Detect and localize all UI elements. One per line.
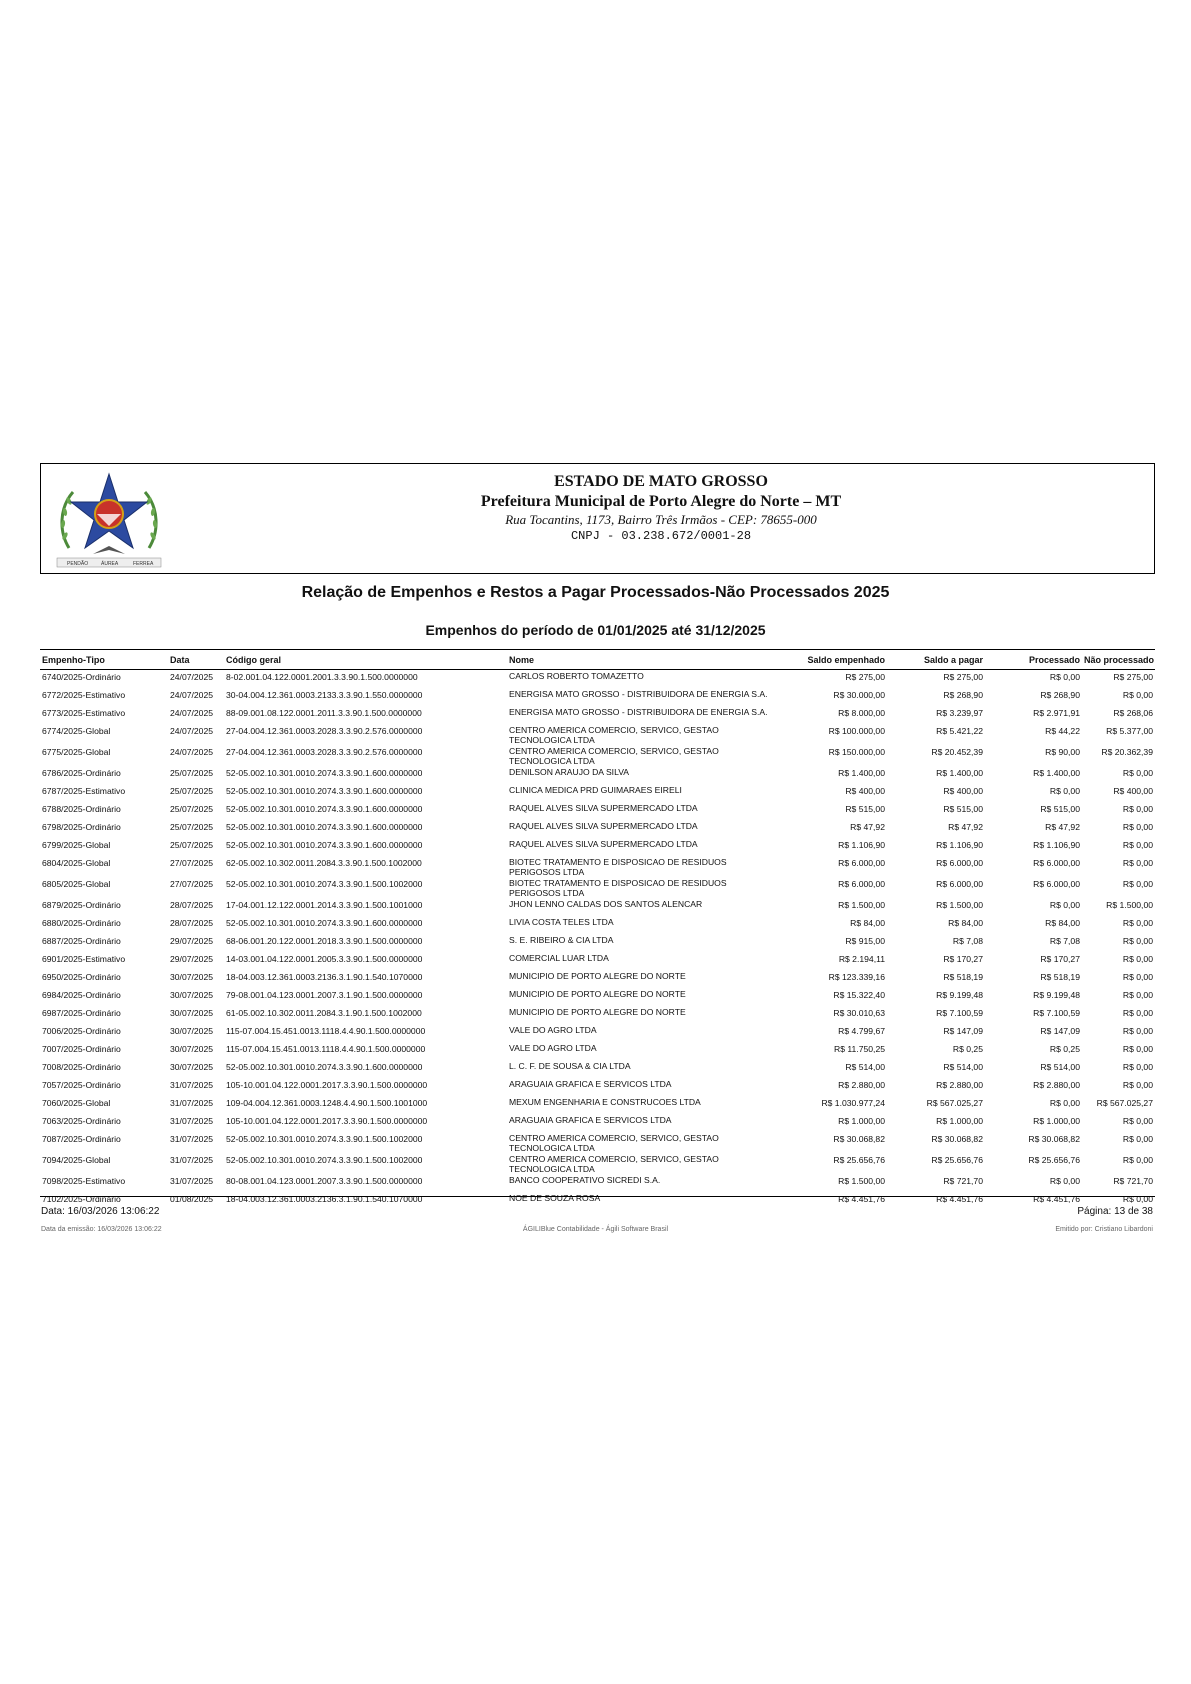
nao-processado-cell: R$ 1.500,00 (1106, 900, 1153, 910)
nao-processado-cell: R$ 0,00 (1122, 804, 1153, 814)
empenho-tipo-cell: 7102/2025-Ordinário (42, 1194, 121, 1204)
nome-cell: LIVIA COSTA TELES LTDA (509, 917, 614, 927)
data-cell: 30/07/2025 (170, 972, 214, 982)
processado-cell: R$ 44,22 (1045, 726, 1080, 736)
column-header: Saldo a pagar (887, 650, 985, 670)
processado-cell: R$ 0,25 (1049, 1044, 1080, 1054)
data-cell: 25/07/2025 (170, 822, 214, 832)
nome-cell: BIOTEC TRATAMENTO E DISPOSICAO DE RESIDUOS PERIGOSOS LTDA (509, 857, 727, 877)
nao-processado-cell: R$ 0,00 (1122, 690, 1153, 700)
data-cell: 25/07/2025 (170, 840, 214, 850)
codigo-geral-cell: 30-04.004.12.361.0003.2133.3.3.90.1.550.0000000 (226, 690, 423, 700)
saldo-empenhado-cell: R$ 1.400,00 (838, 768, 885, 778)
saldo-a-pagar-cell: R$ 1.400,00 (936, 768, 983, 778)
empenho-tipo-cell: 7087/2025-Ordinário (42, 1134, 121, 1144)
table-row (40, 745, 1155, 766)
saldo-a-pagar-cell: R$ 275,00 (943, 672, 983, 682)
data-cell: 31/07/2025 (170, 1098, 214, 1108)
processado-cell: R$ 90,00 (1045, 747, 1080, 757)
nome-cell: ARAGUAIA GRAFICA E SERVICOS LTDA (509, 1079, 672, 1089)
processado-cell: R$ 0,00 (1049, 672, 1080, 682)
nao-processado-cell: R$ 0,00 (1122, 1062, 1153, 1072)
processado-cell: R$ 515,00 (1040, 804, 1080, 814)
nome-cell: CENTRO AMERICA COMERCIO, SERVICO, GESTAO TECNOLOGICA LTDA (509, 1133, 719, 1153)
saldo-empenhado-cell: R$ 11.750,25 (834, 1044, 885, 1054)
table-row (40, 1078, 1155, 1096)
table-row (40, 1096, 1155, 1114)
nao-processado-cell: R$ 0,00 (1122, 918, 1153, 928)
report-title: Relação de Empenhos e Restos a Pagar Processados-Não Processados 2025 (301, 584, 890, 601)
nao-processado-cell: R$ 0,00 (1122, 990, 1153, 1000)
saldo-a-pagar-cell: R$ 3.239,97 (936, 708, 983, 718)
data-cell: 30/07/2025 (170, 990, 214, 1000)
nao-processado-cell: R$ 0,00 (1122, 879, 1153, 889)
empenho-tipo-cell: 6740/2025-Ordinário (42, 672, 121, 682)
table-row (40, 1192, 1155, 1210)
saldo-a-pagar-cell: R$ 2.880,00 (936, 1080, 983, 1090)
codigo-geral-cell: 27-04.004.12.361.0003.2028.3.3.90.2.576.0000000 (226, 726, 423, 736)
nome-cell: MUNICIPIO DE PORTO ALEGRE DO NORTE (509, 1007, 686, 1017)
empenho-tipo-cell: 6950/2025-Ordinário (42, 972, 121, 982)
nao-processado-cell: R$ 0,00 (1122, 1194, 1153, 1204)
empenho-tipo-cell: 7057/2025-Ordinário (42, 1080, 121, 1090)
processado-cell: R$ 514,00 (1040, 1062, 1080, 1072)
processado-cell: R$ 6.000,00 (1033, 858, 1080, 868)
table-row (40, 1060, 1155, 1078)
empenho-tipo-cell: 7007/2025-Ordinário (42, 1044, 121, 1054)
saldo-a-pagar-cell: R$ 518,19 (943, 972, 983, 982)
nome-cell: CENTRO AMERICA COMERCIO, SERVICO, GESTAO TECNOLOGICA LTDA (509, 725, 719, 745)
saldo-empenhado-cell: R$ 4.799,67 (838, 1026, 885, 1036)
saldo-empenhado-cell: R$ 6.000,00 (838, 879, 885, 889)
issued-by: Emitido por: Cristiano Libardoni (1055, 1226, 1153, 1233)
saldo-empenhado-cell: R$ 1.500,00 (838, 900, 885, 910)
codigo-geral-cell: 115-07.004.15.451.0013.1118.4.4.90.1.500.0000000 (226, 1044, 426, 1054)
nome-cell: JHON LENNO CALDAS DOS SANTOS ALENCAR (509, 899, 703, 909)
codigo-geral-cell: 109-04.004.12.361.0003.1248.4.4.90.1.500.1001000 (226, 1098, 428, 1108)
processado-cell: R$ 268,90 (1040, 690, 1080, 700)
data-cell: 25/07/2025 (170, 804, 214, 814)
data-cell: 27/07/2025 (170, 879, 214, 889)
nome-cell: VALE DO AGRO LTDA (509, 1025, 597, 1035)
table-row (40, 724, 1155, 745)
column-header: Empenho-Tipo (40, 650, 168, 670)
table-row (40, 802, 1155, 820)
saldo-empenhado-cell: R$ 2.194,11 (838, 954, 885, 964)
saldo-a-pagar-cell: R$ 268,90 (943, 690, 983, 700)
nome-cell: MUNICIPIO DE PORTO ALEGRE DO NORTE (509, 971, 686, 981)
empenho-tipo-cell: 6772/2025-Estimativo (42, 690, 126, 700)
saldo-a-pagar-cell: R$ 7.100,59 (936, 1008, 983, 1018)
saldo-empenhado-cell: R$ 4.451,76 (838, 1194, 885, 1204)
table-row (40, 988, 1155, 1006)
processado-cell: R$ 0,00 (1049, 1176, 1080, 1186)
saldo-empenhado-cell: R$ 15.322,40 (833, 990, 885, 1000)
data-cell: 31/07/2025 (170, 1116, 214, 1126)
saldo-a-pagar-cell: R$ 567.025,27 (926, 1098, 983, 1108)
table-row (40, 766, 1155, 784)
saldo-empenhado-cell: R$ 8.000,00 (838, 708, 885, 718)
empenho-tipo-cell: 6987/2025-Ordinário (42, 1008, 121, 1018)
processado-cell: R$ 2.880,00 (1033, 1080, 1080, 1090)
saldo-empenhado-cell: R$ 1.106,90 (838, 840, 885, 850)
processado-cell: R$ 84,00 (1045, 918, 1080, 928)
saldo-a-pagar-cell: R$ 515,00 (943, 804, 983, 814)
codigo-geral-cell: 52-05.002.10.301.0010.2074.3.3.90.1.500.1002000 (226, 1155, 423, 1165)
codigo-geral-cell: 18-04.003.12.361.0003.2136.3.1.90.1.540.1070000 (226, 972, 423, 982)
svg-text:FERREA: FERREA (133, 561, 154, 567)
data-cell: 24/07/2025 (170, 726, 214, 736)
saldo-a-pagar-cell: R$ 6.000,00 (936, 879, 983, 889)
table-row (40, 838, 1155, 856)
empenho-tipo-cell: 7060/2025-Global (42, 1098, 111, 1108)
nome-cell: L. C. F. DE SOUSA & CIA LTDA (509, 1061, 631, 1071)
prefeitura-address: Rua Tocantins, 1173, Bairro Três Irmãos - CEP: 78655-000 (505, 512, 817, 527)
empenho-tipo-cell: 7006/2025-Ordinário (42, 1026, 121, 1036)
nao-processado-cell: R$ 275,00 (1113, 672, 1153, 682)
data-cell: 24/07/2025 (170, 708, 214, 718)
nao-processado-cell: R$ 5.377,00 (1106, 726, 1153, 736)
nao-processado-cell: R$ 268,06 (1113, 708, 1153, 718)
empenho-tipo-cell: 6984/2025-Ordinário (42, 990, 121, 1000)
nao-processado-cell: R$ 400,00 (1113, 786, 1153, 796)
state-name: ESTADO DE MATO GROSSO (554, 473, 768, 490)
report-subtitle: Empenhos do período de 01/01/2025 até 31/12/2025 (425, 622, 766, 638)
nao-processado-cell: R$ 0,00 (1122, 972, 1153, 982)
nome-cell: CENTRO AMERICA COMERCIO, SERVICO, GESTAO TECNOLOGICA LTDA (509, 1154, 719, 1174)
nome-cell: MEXUM ENGENHARIA E CONSTRUCOES LTDA (509, 1097, 701, 1107)
table-row (40, 820, 1155, 838)
table-row (40, 706, 1155, 724)
svg-text:PENDÃO: PENDÃO (67, 561, 89, 567)
saldo-empenhado-cell: R$ 47,92 (850, 822, 885, 832)
nome-cell: RAQUEL ALVES SILVA SUPERMERCADO LTDA (509, 839, 698, 849)
codigo-geral-cell: 52-05.002.10.301.0010.2074.3.3.90.1.600.0000000 (226, 840, 423, 850)
codigo-geral-cell: 52-05.002.10.301.0010.2074.3.3.90.1.500.1002000 (226, 879, 423, 889)
codigo-geral-cell: 14-03.001.04.122.0001.2005.3.3.90.1.500.0000000 (226, 954, 423, 964)
table-row (40, 1114, 1155, 1132)
nome-cell: CLINICA MEDICA PRD GUIMARAES EIRELI (509, 785, 682, 795)
saldo-empenhado-cell: R$ 25.656,76 (833, 1155, 885, 1165)
codigo-geral-cell: 17-04.001.12.122.0001.2014.3.3.90.1.500.1001000 (226, 900, 423, 910)
empenho-tipo-cell: 7098/2025-Estimativo (42, 1176, 126, 1186)
saldo-empenhado-cell: R$ 1.500,00 (838, 1176, 885, 1186)
processado-cell: R$ 0,00 (1049, 1098, 1080, 1108)
table-row (40, 916, 1155, 934)
processado-cell: R$ 147,09 (1040, 1026, 1080, 1036)
table-row (40, 688, 1155, 706)
processado-cell: R$ 0,00 (1049, 900, 1080, 910)
table-row (40, 952, 1155, 970)
nome-cell: MUNICIPIO DE PORTO ALEGRE DO NORTE (509, 989, 686, 999)
table-header-row (40, 650, 1155, 670)
codigo-geral-cell: 52-05.002.10.301.0010.2074.3.3.90.1.600.0000000 (226, 822, 423, 832)
table-row (40, 670, 1155, 689)
saldo-a-pagar-cell: R$ 721,70 (943, 1176, 983, 1186)
saldo-a-pagar-cell: R$ 25.656,76 (931, 1155, 983, 1165)
nome-cell: CARLOS ROBERTO TOMAZETTO (509, 671, 644, 681)
data-cell: 24/07/2025 (170, 747, 214, 757)
processado-cell: R$ 7,08 (1049, 936, 1080, 946)
nao-processado-cell: R$ 0,00 (1122, 1080, 1153, 1090)
table-row (40, 856, 1155, 877)
nome-cell: BIOTEC TRATAMENTO E DISPOSICAO DE RESIDUOS PERIGOSOS LTDA (509, 878, 727, 898)
empenho-tipo-cell: 6799/2025-Global (42, 840, 111, 850)
empenho-tipo-cell: 6879/2025-Ordinário (42, 900, 121, 910)
letterhead-text (421, 472, 901, 544)
empenho-tipo-cell: 6805/2025-Global (42, 879, 111, 889)
column-header: Processado (985, 650, 1082, 670)
table-row (40, 970, 1155, 988)
nao-processado-cell: R$ 0,00 (1122, 1026, 1153, 1036)
municipal-crest-logo (53, 470, 165, 568)
table-row (40, 877, 1155, 898)
processado-cell: R$ 9.199,48 (1033, 990, 1080, 1000)
saldo-a-pagar-cell: R$ 7,08 (952, 936, 983, 946)
codigo-geral-cell: 61-05.002.10.302.0011.2084.3.1.90.1.500.1002000 (226, 1008, 422, 1018)
column-header: Data (168, 650, 224, 670)
saldo-a-pagar-cell: R$ 20.452,39 (931, 747, 983, 757)
empenho-tipo-cell: 6786/2025-Ordinário (42, 768, 121, 778)
saldo-empenhado-cell: R$ 1.000,00 (838, 1116, 885, 1126)
empenho-tipo-cell: 7094/2025-Global (42, 1155, 111, 1165)
nao-processado-cell: R$ 0,00 (1122, 936, 1153, 946)
table-row (40, 1024, 1155, 1042)
nome-cell: NOE DE SOUZA ROSA (509, 1193, 601, 1203)
letterhead (40, 463, 1155, 574)
data-cell: 31/07/2025 (170, 1176, 214, 1186)
saldo-empenhado-cell: R$ 150.000,00 (828, 747, 885, 757)
nao-processado-cell: R$ 0,00 (1122, 768, 1153, 778)
saldo-empenhado-cell: R$ 275,00 (845, 672, 885, 682)
data-cell: 24/07/2025 (170, 690, 214, 700)
table-row (40, 1042, 1155, 1060)
saldo-empenhado-cell: R$ 915,00 (845, 936, 885, 946)
nome-cell: DENILSON ARAUJO DA SILVA (509, 767, 630, 777)
codigo-geral-cell: 68-06.001.20.122.0001.2018.3.3.90.1.500.0000000 (226, 936, 423, 946)
nao-processado-cell: R$ 0,00 (1122, 1116, 1153, 1126)
processado-cell: R$ 4.451,76 (1033, 1194, 1080, 1204)
data-cell: 25/07/2025 (170, 786, 214, 796)
processado-cell: R$ 1.000,00 (1033, 1116, 1080, 1126)
nome-cell: ENERGISA MATO GROSSO - DISTRIBUIDORA DE ENERGIA S.A. (509, 707, 768, 717)
page-number: Página: 13 de 38 (1077, 1206, 1153, 1217)
software-credit: ÁGILIBlue Contabilidade - Ágili Software Brasil (522, 1226, 669, 1233)
table-row (40, 784, 1155, 802)
saldo-a-pagar-cell: R$ 1.000,00 (936, 1116, 983, 1126)
saldo-empenhado-cell: R$ 514,00 (845, 1062, 885, 1072)
codigo-geral-cell: 52-05.002.10.301.0010.2074.3.3.90.1.600.0000000 (226, 768, 423, 778)
data-cell: 01/08/2025 (170, 1194, 214, 1204)
saldo-a-pagar-cell: R$ 1.500,00 (936, 900, 983, 910)
nome-cell: ARAGUAIA GRAFICA E SERVICOS LTDA (509, 1115, 672, 1125)
saldo-a-pagar-cell: R$ 0,25 (952, 1044, 983, 1054)
nao-processado-cell: R$ 0,00 (1122, 840, 1153, 850)
data-cell: 30/07/2025 (170, 1044, 214, 1054)
processado-cell: R$ 1.400,00 (1033, 768, 1080, 778)
table-row (40, 1006, 1155, 1024)
data-cell: 31/07/2025 (170, 1134, 214, 1144)
svg-text:ÁUREA: ÁUREA (101, 561, 119, 567)
codigo-geral-cell: 88-09.001.08.122.0001.2011.3.3.90.1.500.0000000 (226, 708, 422, 718)
column-header: Saldo empenhado (777, 650, 887, 670)
nao-processado-cell: R$ 0,00 (1122, 1155, 1153, 1165)
codigo-geral-cell: 79-08.001.04.123.0001.2007.3.1.90.1.500.0000000 (226, 990, 423, 1000)
nao-processado-cell: R$ 567.025,27 (1096, 1098, 1153, 1108)
column-header: Nome (507, 650, 777, 670)
nome-cell: VALE DO AGRO LTDA (509, 1043, 597, 1053)
empenho-tipo-cell: 6775/2025-Global (42, 747, 111, 757)
saldo-empenhado-cell: R$ 1.030.977,24 (821, 1098, 885, 1108)
nome-cell: COMERCIAL LUAR LTDA (509, 953, 609, 963)
saldo-empenhado-cell: R$ 100.000,00 (828, 726, 885, 736)
nome-cell: BANCO COOPERATIVO SICREDI S.A. (509, 1175, 661, 1185)
processado-cell: R$ 518,19 (1040, 972, 1080, 982)
codigo-geral-cell: 105-10.001.04.122.0001.2017.3.3.90.1.500.0000000 (226, 1080, 428, 1090)
saldo-a-pagar-cell: R$ 9.199,48 (936, 990, 983, 1000)
codigo-geral-cell: 52-05.002.10.301.0010.2074.3.3.90.1.600.0000000 (226, 786, 423, 796)
codigo-geral-cell: 52-05.002.10.301.0010.2074.3.3.90.1.600.0000000 (226, 1062, 423, 1072)
saldo-empenhado-cell: R$ 30.068,82 (833, 1134, 885, 1144)
empenho-tipo-cell: 6901/2025-Estimativo (42, 954, 126, 964)
table-row (40, 934, 1155, 952)
processado-cell: R$ 6.000,00 (1033, 879, 1080, 889)
saldo-a-pagar-cell: R$ 30.068,82 (931, 1134, 983, 1144)
data-cell: 27/07/2025 (170, 858, 214, 868)
nao-processado-cell: R$ 0,00 (1122, 1134, 1153, 1144)
codigo-geral-cell: 52-05.002.10.301.0010.2074.3.3.90.1.500.1002000 (226, 1134, 423, 1144)
data-cell: 31/07/2025 (170, 1155, 214, 1165)
saldo-empenhado-cell: R$ 30.010,63 (833, 1008, 885, 1018)
table-row (40, 898, 1155, 916)
empenho-tipo-cell: 7008/2025-Ordinário (42, 1062, 121, 1072)
processado-cell: R$ 25.656,76 (1028, 1155, 1080, 1165)
empenho-tipo-cell: 6774/2025-Global (42, 726, 111, 736)
data-cell: 28/07/2025 (170, 900, 214, 910)
table-body (40, 670, 1155, 1211)
table-row (40, 1153, 1155, 1174)
nome-cell: S. E. RIBEIRO & CIA LTDA (509, 935, 614, 945)
data-cell: 30/07/2025 (170, 1008, 214, 1018)
saldo-a-pagar-cell: R$ 170,27 (943, 954, 983, 964)
saldo-empenhado-cell: R$ 6.000,00 (838, 858, 885, 868)
prefeitura-cnpj: CNPJ - 03.238.672/0001-28 (570, 529, 752, 543)
saldo-empenhado-cell: R$ 2.880,00 (838, 1080, 885, 1090)
nome-cell: RAQUEL ALVES SILVA SUPERMERCADO LTDA (509, 803, 698, 813)
saldo-a-pagar-cell: R$ 514,00 (943, 1062, 983, 1072)
data-cell: 30/07/2025 (170, 1026, 214, 1036)
empenho-tipo-cell: 7063/2025-Ordinário (42, 1116, 121, 1126)
data-cell: 29/07/2025 (170, 954, 214, 964)
processado-cell: R$ 7.100,59 (1033, 1008, 1080, 1018)
codigo-geral-cell: 62-05.002.10.302.0011.2084.3.3.90.1.500.1002000 (226, 858, 422, 868)
saldo-a-pagar-cell: R$ 84,00 (948, 918, 983, 928)
nome-cell: RAQUEL ALVES SILVA SUPERMERCADO LTDA (509, 821, 698, 831)
processado-cell: R$ 47,92 (1045, 822, 1080, 832)
table-row (40, 1174, 1155, 1192)
table-bottom-rule (40, 1196, 1155, 1197)
prefeitura-name: Prefeitura Municipal de Porto Alegre do Norte – MT (480, 493, 842, 510)
saldo-a-pagar-cell: R$ 1.106,90 (936, 840, 983, 850)
processado-cell: R$ 2.971,91 (1033, 708, 1080, 718)
nao-processado-cell: R$ 0,00 (1122, 858, 1153, 868)
saldo-a-pagar-cell: R$ 6.000,00 (936, 858, 983, 868)
nao-processado-cell: R$ 0,00 (1122, 1008, 1153, 1018)
data-cell: 28/07/2025 (170, 918, 214, 928)
saldo-a-pagar-cell: R$ 5.421,22 (936, 726, 983, 736)
processado-cell: R$ 0,00 (1049, 786, 1080, 796)
nome-cell: ENERGISA MATO GROSSO - DISTRIBUIDORA DE ENERGIA S.A. (509, 689, 768, 699)
saldo-empenhado-cell: R$ 515,00 (845, 804, 885, 814)
column-header: Não processado (1082, 650, 1155, 670)
processado-cell: R$ 1.106,90 (1033, 840, 1080, 850)
nao-processado-cell: R$ 721,70 (1113, 1176, 1153, 1186)
saldo-a-pagar-cell: R$ 47,92 (948, 822, 983, 832)
data-cell: 30/07/2025 (170, 1062, 214, 1072)
empenho-tipo-cell: 6880/2025-Ordinário (42, 918, 121, 928)
table-row (40, 1132, 1155, 1153)
codigo-geral-cell: 52-05.002.10.301.0010.2074.3.3.90.1.600.0000000 (226, 918, 423, 928)
saldo-empenhado-cell: R$ 30.000,00 (833, 690, 885, 700)
footer-date: Data: 16/03/2026 13:06:22 (41, 1206, 160, 1217)
saldo-a-pagar-cell: R$ 4.451,76 (936, 1194, 983, 1204)
saldo-empenhado-cell: R$ 123.339,16 (828, 972, 885, 982)
empenho-tipo-cell: 6804/2025-Global (42, 858, 111, 868)
nome-cell: CENTRO AMERICA COMERCIO, SERVICO, GESTAO TECNOLOGICA LTDA (509, 746, 719, 766)
empenho-tipo-cell: 6788/2025-Ordinário (42, 804, 121, 814)
saldo-a-pagar-cell: R$ 147,09 (943, 1026, 983, 1036)
codigo-geral-cell: 27-04.004.12.361.0003.2028.3.3.90.2.576.0000000 (226, 747, 423, 757)
data-cell: 31/07/2025 (170, 1080, 214, 1090)
nao-processado-cell: R$ 0,00 (1122, 954, 1153, 964)
codigo-geral-cell: 115-07.004.15.451.0013.1118.4.4.90.1.500.0000000 (226, 1026, 426, 1036)
nao-processado-cell: R$ 20.362,39 (1101, 747, 1153, 757)
codigo-geral-cell: 105-10.001.04.122.0001.2017.3.3.90.1.500.0000000 (226, 1116, 428, 1126)
processado-cell: R$ 30.068,82 (1028, 1134, 1080, 1144)
empenhos-table (40, 650, 1155, 1210)
saldo-a-pagar-cell: R$ 400,00 (943, 786, 983, 796)
nao-processado-cell: R$ 0,00 (1122, 822, 1153, 832)
codigo-geral-cell: 52-05.002.10.301.0010.2074.3.3.90.1.600.0000000 (226, 804, 423, 814)
processado-cell: R$ 170,27 (1040, 954, 1080, 964)
data-cell: 24/07/2025 (170, 672, 214, 682)
empenho-tipo-cell: 6787/2025-Estimativo (42, 786, 126, 796)
empenho-tipo-cell: 6773/2025-Estimativo (42, 708, 126, 718)
data-cell: 25/07/2025 (170, 768, 214, 778)
empenho-tipo-cell: 6798/2025-Ordinário (42, 822, 121, 832)
saldo-empenhado-cell: R$ 84,00 (850, 918, 885, 928)
codigo-geral-cell: 8-02.001.04.122.0001.2001.3.3.90.1.500.0000000 (226, 672, 418, 682)
nao-processado-cell: R$ 0,00 (1122, 1044, 1153, 1054)
saldo-empenhado-cell: R$ 400,00 (845, 786, 885, 796)
emission-date: Data da emissão: 16/03/2026 13:06:22 (41, 1226, 162, 1233)
column-header: Código geral (224, 650, 507, 670)
empenho-tipo-cell: 6887/2025-Ordinário (42, 936, 121, 946)
codigo-geral-cell: 18-04.003.12.361.0003.2136.3.1.90.1.540.1070000 (226, 1194, 423, 1204)
codigo-geral-cell: 80-08.001.04.123.0001.2007.3.3.90.1.500.0000000 (226, 1176, 423, 1186)
data-cell: 29/07/2025 (170, 936, 214, 946)
